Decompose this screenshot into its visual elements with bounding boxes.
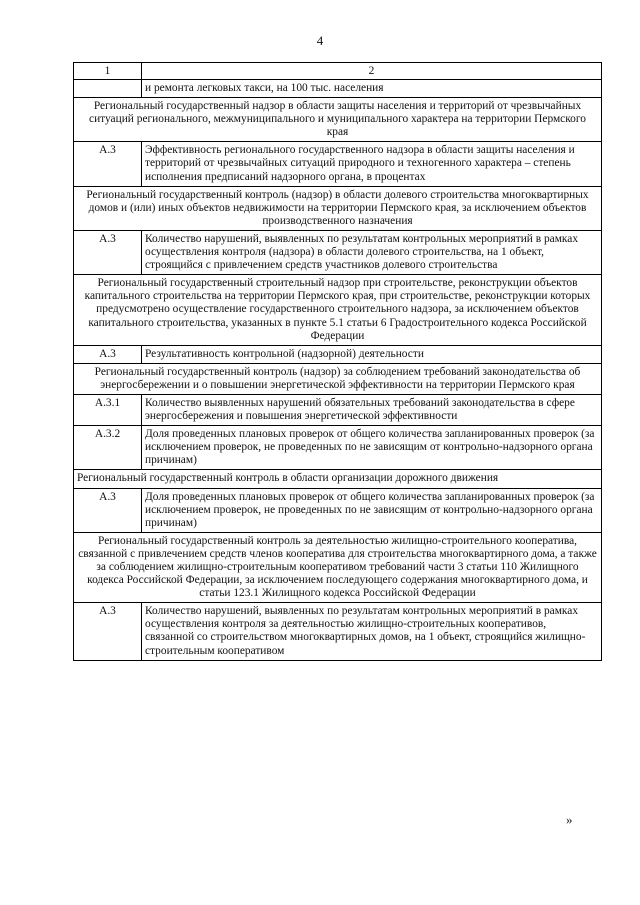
indicator-code: А.3 — [74, 142, 142, 186]
indicator-text: Количество нарушений, выявленных по результатам контрольных мероприятий в рамках осуществления контроля (надзора) в области долевого строительства, на 1 объект, строящийся с привлечением средств участников долевого строительства — [142, 230, 602, 274]
indicator-row — [74, 394, 602, 425]
indicator-row — [74, 488, 602, 532]
indicator-code: А.3.2 — [74, 426, 142, 470]
section-heading: Региональный государственный строительный надзор при строительстве, реконструкции объектов капитального строительства на территории Пермского края, при строительстве, реконструкции которых предусмотрено осуществление государственного строительного надзора, за исключением объектов капитального строительства, указанных в пункте 5.1 статьи 6 Градостроительного кодекса Российской Федерации — [74, 275, 602, 345]
section-heading: Региональный государственный контроль (надзор) в области долевого строительства многоквартирных домов и (или) иных объектов недвижимости на территории Пермского края, за исключением объектов производственного назначения — [74, 186, 602, 230]
indicator-text: Доля проведенных плановых проверок от общего количества запланированных проверок (за исключением проверок, не проведенных по не зависящим от контрольно-надзорного органа причинам) — [142, 488, 602, 532]
indicator-text: Эффективность регионального государственного надзора в области защиты населения и территорий от чрезвычайных ситуаций природного и техногенного характера – степень исполнения предписаний надзорного органа, в процентах — [142, 142, 602, 186]
indicator-row — [74, 80, 602, 98]
section-row — [74, 186, 602, 230]
section-heading: Региональный государственный контроль в области организации дорожного движения — [74, 470, 602, 488]
indicator-text: Доля проведенных плановых проверок от общего количества запланированных проверок (за исключением проверок, не проведенных по не зависящим от контрольно-надзорного органа причинам) — [142, 426, 602, 470]
section-row — [74, 275, 602, 345]
section-row — [74, 363, 602, 394]
indicator-code — [74, 80, 142, 98]
indicator-text: Количество выявленных нарушений обязательных требований законодательства в сфере энергосбережения и повышения энергетической эффективности — [142, 394, 602, 425]
indicator-code: А.3 — [74, 345, 142, 363]
section-heading: Региональный государственный контроль за деятельностью жилищно-строительного кооператива, связанной с привлечением средств членов кооператива для строительства многоквартирного дома, а также за соблюдением жилищно-строительным кооперативом требований части 3 статьи 110 Жилищного кодекса Российской Федерации, за исключением последующего содержания многоквартирного дома, и статьи 123.1 Жилищного кодекса Российской Федерации — [74, 532, 602, 602]
indicator-code: А.3 — [74, 603, 142, 660]
section-heading: Региональный государственный надзор в области защиты населения и территорий от чрезвычайных ситуаций регионального, межмуниципального и муниципального характера на территории Пермского края — [74, 98, 602, 142]
header-cell-text: 2 — [142, 63, 602, 80]
indicator-text: Результативность контрольной (надзорной) деятельности — [142, 345, 602, 363]
table-body — [74, 63, 602, 661]
page-number: 4 — [316, 33, 324, 48]
indicators-table — [73, 62, 602, 661]
section-row — [74, 470, 602, 488]
indicator-row — [74, 345, 602, 363]
indicator-row — [74, 603, 602, 660]
table-header-row — [74, 63, 602, 80]
indicator-row — [74, 142, 602, 186]
indicator-row — [74, 426, 602, 470]
indicator-text: Количество нарушений, выявленных по результатам контрольных мероприятий в рамках осуществления контроля за деятельностью жилищно-строительных кооперативов, связанной со строительством многоквартирных домов, на 1 объект, строящийся жилищно-строительным кооперативом — [142, 603, 602, 660]
section-heading: Региональный государственный контроль (надзор) за соблюдением требований законодательства об энергосбережении и о повышении энергетической эффективности на территории Пермского края — [74, 363, 602, 394]
indicator-row — [74, 230, 602, 274]
indicator-code: А.3.1 — [74, 394, 142, 425]
section-row — [74, 98, 602, 142]
header-cell-code: 1 — [74, 63, 142, 80]
closing-quote: » — [566, 812, 573, 827]
indicator-code: А.3 — [74, 488, 142, 532]
indicator-text: и ремонта легковых такси, на 100 тыс. населения — [142, 80, 602, 98]
section-row — [74, 532, 602, 602]
indicator-code: А.3 — [74, 230, 142, 274]
